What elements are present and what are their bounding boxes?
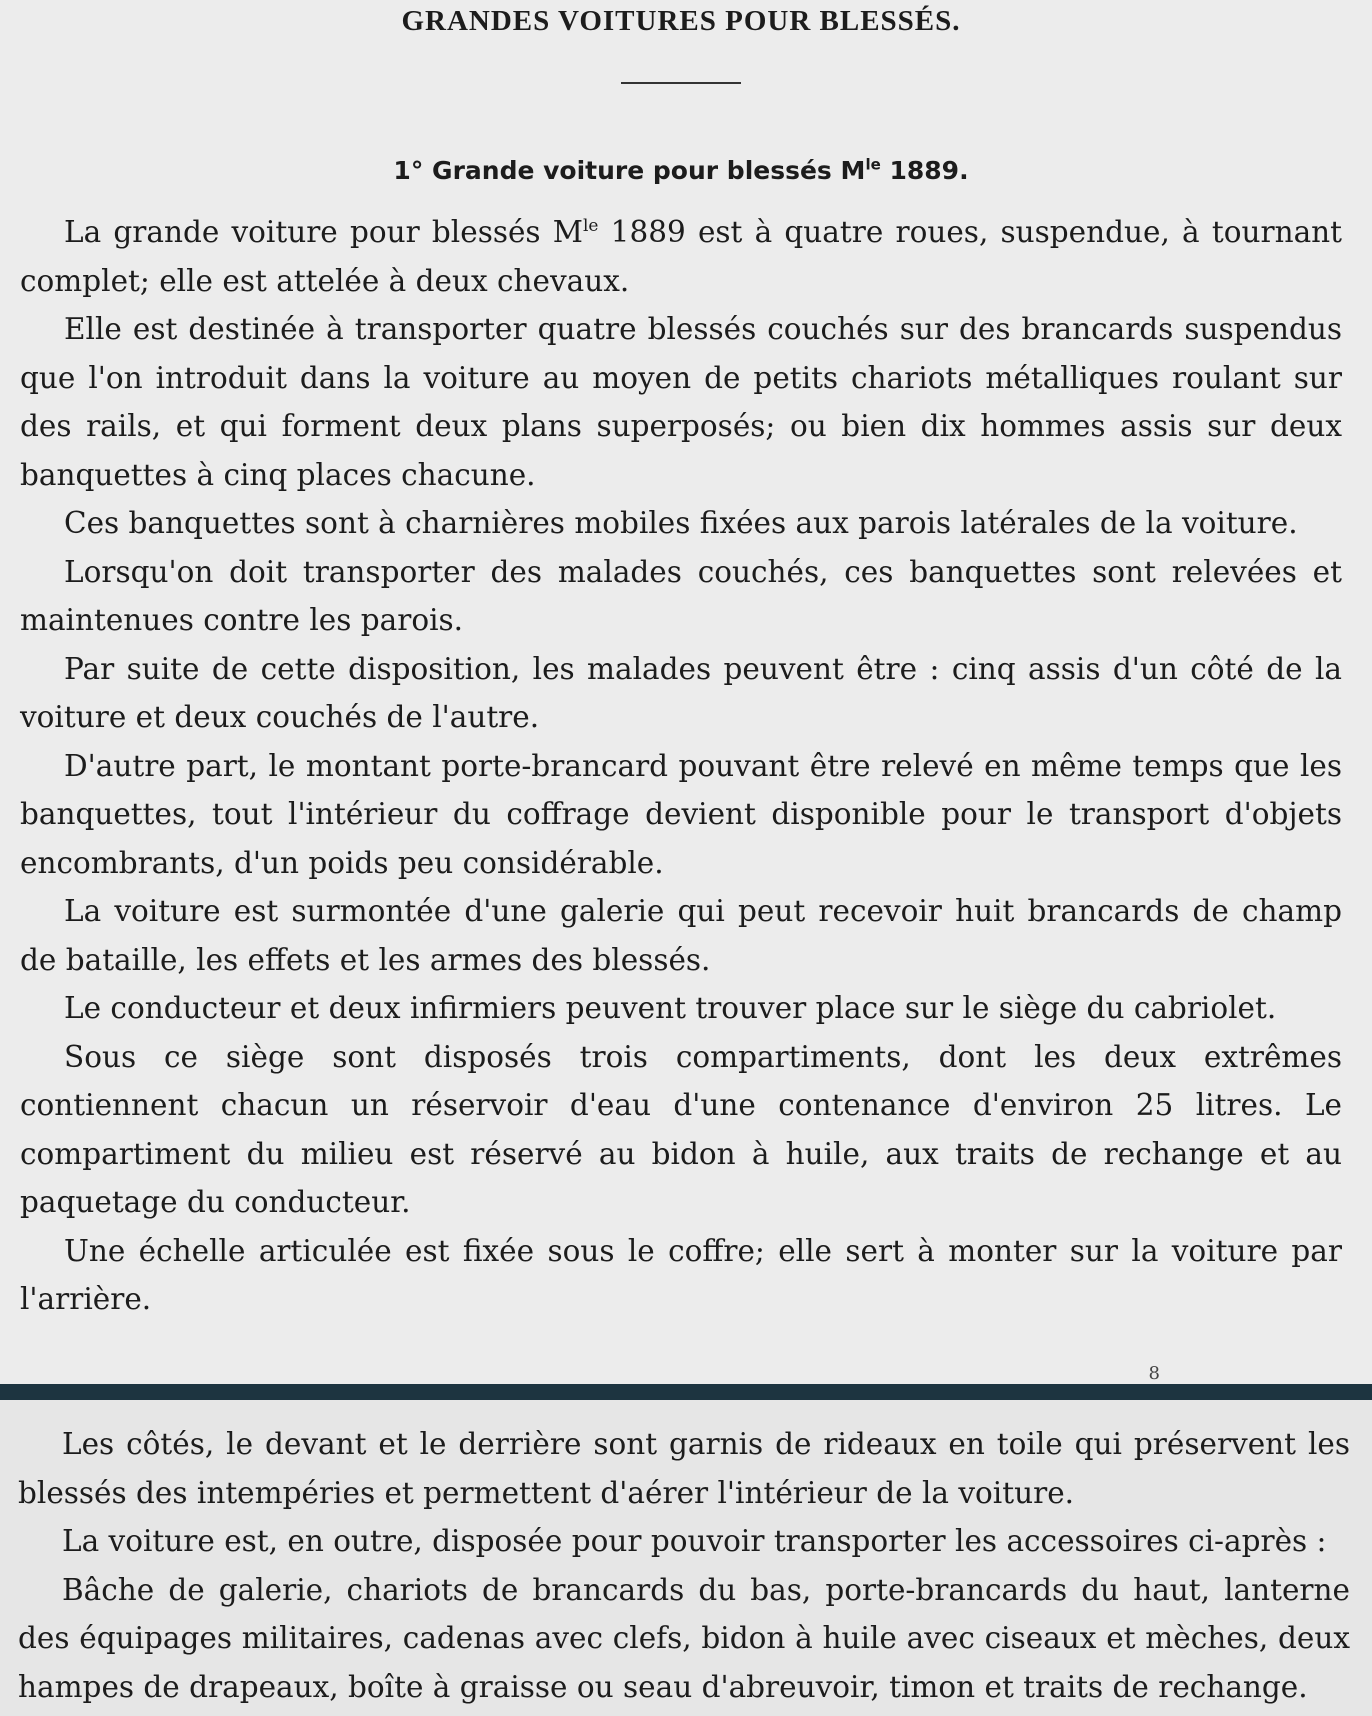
bottom-paragraph-2: La voiture est, en outre, disposée pour pouvoir transporter les accessoires ci-après : <box>62 1524 1327 1558</box>
bottom-paragraph-3: Bâche de galerie, chariots de brancards du bas, porte-brancards du haut, lanterne des équipages militaires, cadenas avec clefs, bidon à huile avec ciseaux et mèches, deux hampes de drapeaux, boîte à graisse ou seau d'abreuvoir, timon et traits de rechange. <box>18 1572 1350 1704</box>
section-model-abbr-sup: le <box>865 155 881 174</box>
paragraph-1-start: La grande voiture pour blessés M <box>64 215 583 249</box>
section-heading <box>20 156 1342 186</box>
paragraph-5: Par suite de cette disposition, les malades peuvent être : cinq assis d'un côté de la voiture et deux couchés de l'autre. <box>20 651 1342 734</box>
section-number: 1° <box>393 156 424 185</box>
section-model-abbr-main: M <box>840 156 866 185</box>
paragraph-1-end: 1889 est à quatre roues, suspendue, à tournant complet; elle est attelée à deux chevaux. <box>20 215 1343 298</box>
section-model-abbr <box>841 156 881 185</box>
running-title: GRANDES VOITURES POUR BLESSÉS. <box>401 5 961 37</box>
page-separator-bar <box>0 1384 1372 1400</box>
paragraph-1 <box>20 208 1342 305</box>
paragraph-10: Une échelle articulée est fixée sous le coffre; elle sert à monter sur la voiture par l'arrière. <box>20 1233 1342 1316</box>
paragraph-8: Le conducteur et deux infirmiers peuvent trouver place sur le siège du cabriolet. <box>64 991 1277 1025</box>
paragraph-3: Ces banquettes sont à charnières mobiles fixées aux parois latérales de la voiture. <box>64 506 1298 540</box>
title-rule-divider <box>621 82 741 84</box>
section-year: 1889. <box>889 156 969 185</box>
paragraph-4: Lorsqu'on doit transporter des malades couchés, ces banquettes sont relevées et maintenues contre les parois. <box>20 554 1342 637</box>
document-page-bottom <box>0 1400 1372 1716</box>
bottom-page-body <box>18 1400 1350 1711</box>
paragraph-7: La voiture est surmontée d'une galerie qui peut recevoir huit brancards de champ de bataille, les effets et les armes des blessés. <box>20 894 1342 977</box>
paragraph-1-sup: le <box>582 216 599 237</box>
paragraph-6: D'autre part, le montant porte-brancard pouvant être relevé en même temps que les banquettes, tout l'intérieur du coffrage devient disponible pour le transport d'objets encombrants, d'un poids peu considérable. <box>20 748 1342 880</box>
top-page-body <box>20 208 1342 1324</box>
page-folio: 8 <box>1148 1363 1160 1384</box>
bottom-paragraph-1: Les côtés, le devant et le derrière sont garnis de rideaux en toile qui préservent les blessés des intempéries et permettent d'aérer l'intérieur de la voiture. <box>18 1427 1350 1510</box>
paragraph-9: Sous ce siège sont disposés trois compartiments, dont les deux extrêmes contiennent chacun un réservoir d'eau d'une contenance d'environ 25 litres. Le compartiment du milieu est réservé au bidon à huile, aux traits de rechange et au paquetage du conducteur. <box>20 1039 1342 1219</box>
section-title: Grande voiture pour blessés <box>432 156 832 185</box>
paragraph-2: Elle est destinée à transporter quatre blessés couchés sur des brancards suspendus que l'on introduit dans la voiture au moyen de petits chariots métalliques roulant sur des rails, et qui forment deux plans superposés; ou bien dix hommes assis sur deux banquettes à cinq places chacune. <box>20 312 1342 492</box>
